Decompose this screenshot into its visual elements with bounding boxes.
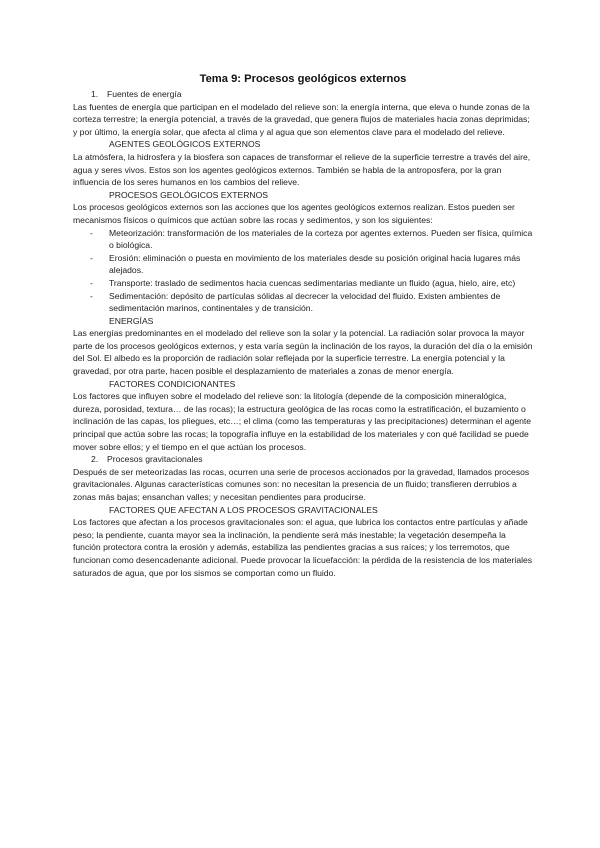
list-item-text: Transporte: traslado de sedimentos hacia cuencas sedimentarias mediante un fluido (agua, hielo, aire, etc) [109, 277, 516, 288]
section-heading-gravitacionales [73, 453, 533, 466]
subheading-procesos: PROCESOS GEOLÓGICOS EXTERNOS [109, 189, 269, 200]
list-item: - Erosión: eliminación o puesta en movimiento de los materiales desde su posición original hacia lugares más alejados. [90, 252, 521, 276]
section-heading-text: Procesos gravitacionales [107, 454, 203, 465]
list-item-text: Sedimentación: depósito de partículas sólidas al decrecer la velocidad del fluido. Existen ambientes de sedimentación marinos, continentales y de transición. [109, 290, 501, 314]
section-heading-text: Fuentes de energía [107, 89, 182, 99]
paragraph-factores: Los factores que influyen sobre el modelado del relieve son: la litología (depende de la composición mineralógica, dureza, porosidad, textura… de las rocas); la estructura geológica de las rocas como la estratificación, el buzamiento o inclinación de las capas, los pliegues, etc…; el clima (como las temperaturas y las precipitaciones) determinan el agente principal que actúa sobre las rocas; la topografía influye en la estabilidad de los materiales y con qué facilidad se puede mover sobre ellos; y el tiempo en el que actúan los procesos. [73, 391, 532, 452]
document-title: Tema 9: Procesos geológicos externos [199, 73, 407, 85]
document-page [73, 72, 533, 579]
list-item: - Meteorización: transformación de los materiales de la corteza por agentes externos. Pueden ser física, química o biológica. [90, 227, 533, 251]
subheading-energias: ENERGÍAS [109, 315, 154, 326]
paragraph-energias: Las energías predominantes en el modelado del relieve son la solar y la potencial. La radiación solar provoca la mayor parte de los procesos geológicos externos, y esta varía según la inclinación de los rayos, la duración del día o la emisión del Sol. El albedo es la proporción de radiación solar reflejada por la superficie terrestre. La energía potencial y la gravedad, por otra parte, hacen posible el desplazamiento de materiales a zonas de menor energía. [73, 328, 533, 377]
subheading-agentes: AGENTES GEOLÓGICOS EXTERNOS [109, 139, 261, 150]
paragraph-procesos: Los procesos geológicos externos son las acciones que los agentes geológicos externos realizan. Estos pueden ser mecanismos físicos o químicos que actúan sobre las rocas y sedimentos, y son los siguientes: [73, 202, 515, 225]
section-number: 2. [91, 454, 99, 465]
subheading-factores: FACTORES CONDICIONANTES [109, 378, 236, 389]
list-item-text: Meteorización: transformación de los materiales de la corteza por agentes externos. Pueden ser física, química o biológica. [109, 227, 533, 251]
list-item: - Transporte: traslado de sedimentos hacia cuencas sedimentarias mediante un fluido (agua, hielo, aire, etc) [90, 277, 516, 288]
subheading-factores-gravitacionales: FACTORES QUE AFECTAN A LOS PROCESOS GRAVITACIONALES [109, 504, 378, 515]
list-item-text: Erosión: eliminación o puesta en movimiento de los materiales desde su posición original hacia lugares más alejados. [109, 252, 521, 276]
list-item: - Sedimentación: depósito de partículas sólidas al decrecer la velocidad del fluido. Existen ambientes de sedimentación marinos, continentales y de transición. [90, 290, 501, 314]
paragraph-fuentes: Las fuentes de energía que participan en el modelado del relieve son: la energía interna, que eleva o hunde zonas de la corteza terrestre; la energía potencial, a través de la gravedad, que genera flujos de materiales hacia zonas deprimidas; y por último, la energía solar, que afecta al clima y al agua que son elementos clave para el modelado del relieve. [73, 101, 530, 137]
processes-list [73, 227, 533, 315]
paragraph-gravitacionales: Después de ser meteorizadas las rocas, ocurren una serie de procesos accionados por la gravedad, llamados procesos gravitacionales. Algunas características comunes son: no necesitan la presencia de un fluido; transfieren derrubios a zonas más bajas; ensanchan valles; y necesitan pendientes para producirse. [73, 466, 530, 502]
section-number: 1. [91, 89, 99, 99]
section-heading-fuentes [73, 88, 533, 101]
paragraph-factores-gravitacionales: Los factores que afectan a los procesos gravitacionales son: el agua, que lubrica los contactos entre partículas y añade peso; la pendiente, cuanta mayor sea la inclinación, la pendiente será más inestable; la vegetación desempeña la función protectora contra la erosión y además, estabiliza las pendientes gracias a sus raíces; y los terremotos, que funcionan como desencadenante adicional. Puede provocar la licuefacción: la pérdida de la resistencia de los materiales saturados de agua, que por los sismos se comportan como un fluido. [73, 517, 533, 578]
paragraph-agentes: La atmósfera, la hidrosfera y la biosfera son capaces de transformar el relieve de la superficie terrestre a través del aire, agua y seres vivos. Estos son los agentes geológicos externos. También se habla de la antroposfera, por la gran influencia de los seres humanos en los cambios del relieve. [73, 151, 531, 188]
